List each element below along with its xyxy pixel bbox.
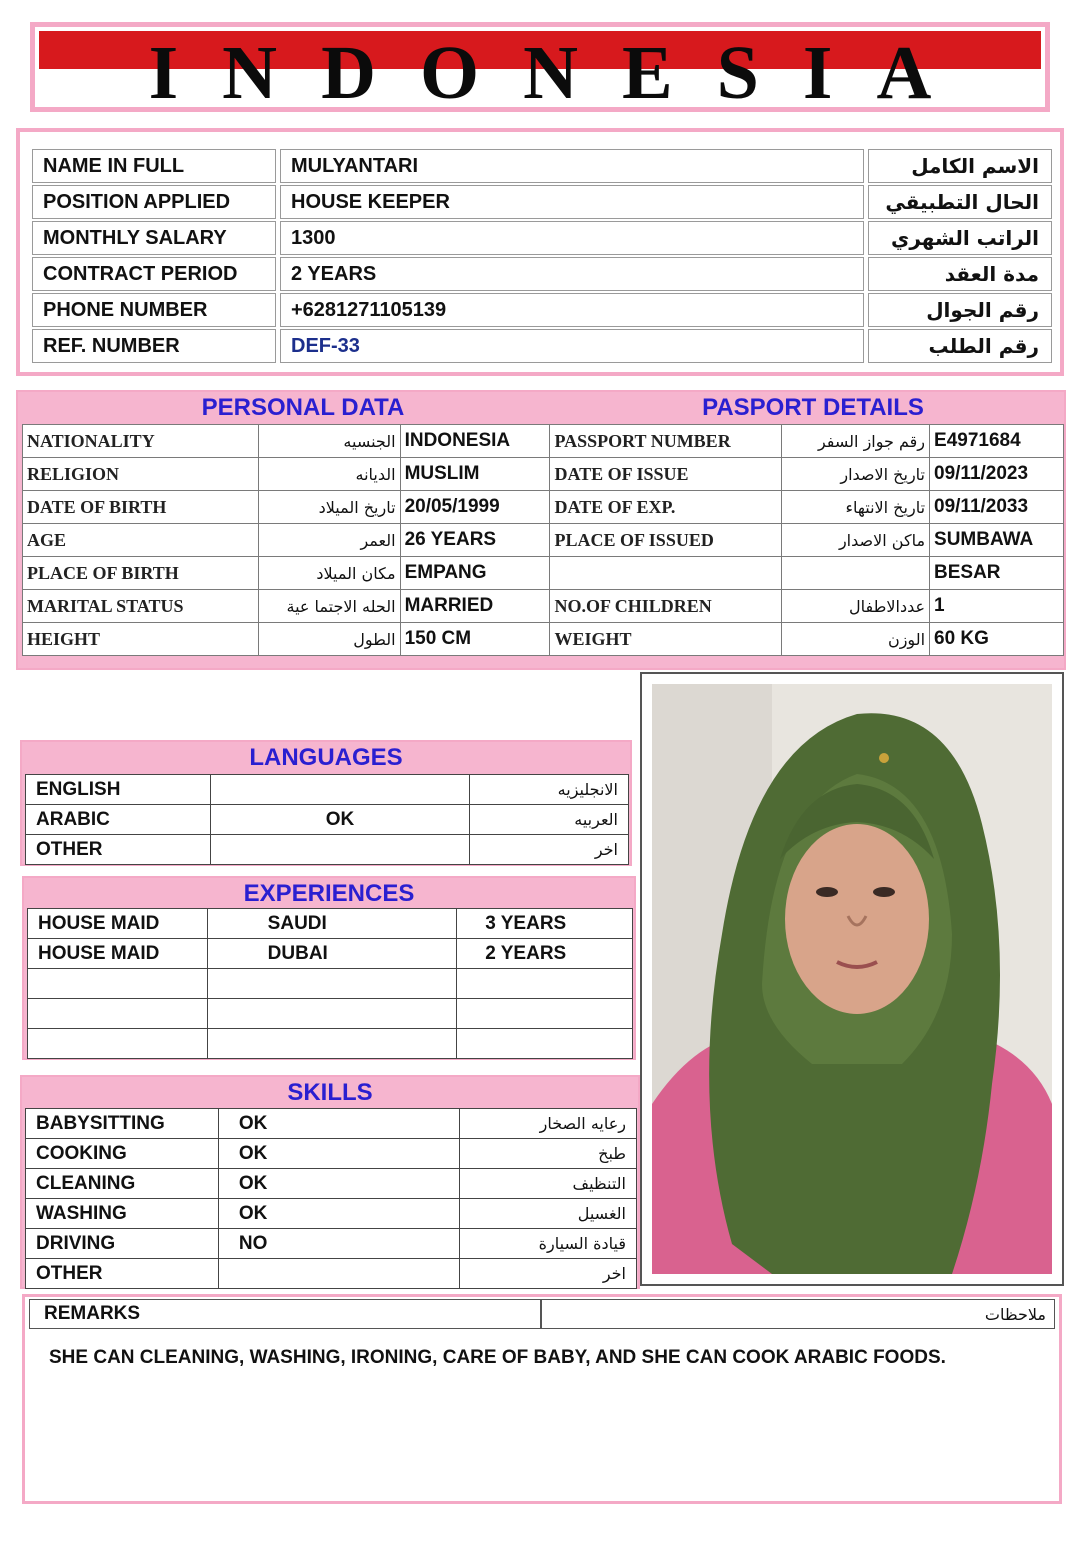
personal-arabic-label: تاريخ الميلاد: [258, 491, 400, 524]
personal-label: HEIGHT: [23, 623, 259, 656]
skill-value: OK: [218, 1169, 459, 1199]
table-row: [26, 1139, 637, 1169]
language-name: ENGLISH: [26, 775, 211, 805]
personal-arabic-label: الديانه: [258, 458, 400, 491]
passport-label: PLACE OF ISSUED: [550, 524, 782, 557]
table-row: [28, 999, 633, 1029]
passport-label: [550, 557, 782, 590]
info-label: REF. NUMBER: [32, 329, 276, 363]
passport-label: NO.OF CHILDREN: [550, 590, 782, 623]
skill-value: OK: [218, 1139, 459, 1169]
info-row: [30, 328, 1054, 364]
table-row: [23, 491, 1064, 524]
table-row: [23, 458, 1064, 491]
table-row: [26, 805, 629, 835]
experiences-table: [27, 908, 633, 1059]
passport-value: SUMBAWA: [930, 524, 1064, 557]
passport-value: 60 KG: [930, 623, 1064, 656]
skills-title: SKILLS: [287, 1079, 373, 1106]
experiences-section: [22, 876, 636, 1060]
table-row: [28, 939, 633, 969]
remarks-section: [22, 1294, 1062, 1504]
remarks-text: SHE CAN CLEANING, WASHING, IRONING, CARE OF BABY, AND SHE CAN COOK ARABIC FOODS.: [49, 1347, 946, 1368]
info-value: 1300: [280, 221, 864, 255]
info-row: [30, 184, 1054, 220]
personal-arabic-label: مكان الميلاد: [258, 557, 400, 590]
passport-label: DATE OF EXP.: [550, 491, 782, 524]
info-label: POSITION APPLIED: [32, 185, 276, 219]
experience-job: HOUSE MAID: [28, 939, 208, 969]
personal-value: 26 YEARS: [400, 524, 550, 557]
info-label: NAME IN FULL: [32, 149, 276, 183]
passport-arabic-label: تاريخ الانتهاء: [782, 491, 930, 524]
passport-label: DATE OF ISSUE: [550, 458, 782, 491]
language-name: ARABIC: [26, 805, 211, 835]
skill-arabic-name: التنظيف: [460, 1169, 637, 1199]
info-arabic-label: الحال التطبيقي: [868, 185, 1052, 219]
table-row: [26, 1109, 637, 1139]
info-value: DEF-33: [280, 329, 864, 363]
info-value: MULYANTARI: [280, 149, 864, 183]
applicant-photo: [652, 684, 1052, 1274]
table-row: [26, 1259, 637, 1289]
table-row: [26, 1229, 637, 1259]
skill-arabic-name: طبخ: [460, 1139, 637, 1169]
language-level: OK: [210, 805, 469, 835]
language-arabic-name: الانجليزيه: [470, 775, 629, 805]
personal-arabic-label: العمر: [258, 524, 400, 557]
country-header: [30, 22, 1050, 115]
personal-value: MUSLIM: [400, 458, 550, 491]
experience-job: [28, 999, 208, 1029]
personal-value: 20/05/1999: [400, 491, 550, 524]
info-label: MONTHLY SALARY: [32, 221, 276, 255]
table-row: [26, 835, 629, 865]
skill-value: NO: [218, 1229, 459, 1259]
applicant-info-table: [16, 128, 1064, 376]
skill-value: OK: [218, 1199, 459, 1229]
passport-arabic-label: عددالاطفال: [782, 590, 930, 623]
experience-job: HOUSE MAID: [28, 909, 208, 939]
passport-details-title: PASPORT DETAILS: [702, 394, 924, 421]
languages-title: LANGUAGES: [249, 744, 403, 771]
info-arabic-label: مدة العقد: [868, 257, 1052, 291]
info-value: HOUSE KEEPER: [280, 185, 864, 219]
experience-country: [207, 1029, 457, 1059]
skill-arabic-name: الغسيل: [460, 1199, 637, 1229]
experience-country: [207, 969, 457, 999]
skill-name: CLEANING: [26, 1169, 219, 1199]
experiences-title: EXPERIENCES: [243, 880, 415, 907]
table-row: [26, 1199, 637, 1229]
language-name: OTHER: [26, 835, 211, 865]
experience-period: 3 YEARS: [457, 909, 633, 939]
remarks-arabic-label: ملاحظات: [541, 1299, 1055, 1329]
table-row: [23, 425, 1064, 458]
personal-value: EMPANG: [400, 557, 550, 590]
passport-label: WEIGHT: [550, 623, 782, 656]
personal-value: 150 CM: [400, 623, 550, 656]
table-row: [26, 775, 629, 805]
personal-label: AGE: [23, 524, 259, 557]
skills-section: [20, 1075, 640, 1289]
info-arabic-label: رقم الطلب: [868, 329, 1052, 363]
applicant-photo-illustration: [652, 684, 1052, 1274]
personal-label: PLACE OF BIRTH: [23, 557, 259, 590]
table-row: [28, 909, 633, 939]
passport-value: BESAR: [930, 557, 1064, 590]
skill-arabic-name: قيادة السيارة: [460, 1229, 637, 1259]
experience-job: [28, 1029, 208, 1059]
languages-table: [25, 774, 629, 865]
info-arabic-label: رقم الجوال: [868, 293, 1052, 327]
skill-name: OTHER: [26, 1259, 219, 1289]
info-label: CONTRACT PERIOD: [32, 257, 276, 291]
personal-label: RELIGION: [23, 458, 259, 491]
info-value: +6281271105139: [280, 293, 864, 327]
skill-name: BABYSITTING: [26, 1109, 219, 1139]
info-row: [30, 148, 1054, 184]
passport-label: PASSPORT NUMBER: [550, 425, 782, 458]
info-label: PHONE NUMBER: [32, 293, 276, 327]
personal-arabic-label: الطول: [258, 623, 400, 656]
experience-country: [207, 999, 457, 1029]
passport-value: 1: [930, 590, 1064, 623]
applicant-photo-frame: [640, 672, 1064, 1286]
personal-label: DATE OF BIRTH: [23, 491, 259, 524]
experience-period: [457, 999, 633, 1029]
passport-value: 09/11/2033: [930, 491, 1064, 524]
language-level: [210, 775, 469, 805]
skill-arabic-name: رعايه الصخار: [460, 1109, 637, 1139]
passport-arabic-label: تاريخ الاصدار: [782, 458, 930, 491]
table-row: [23, 557, 1064, 590]
skill-name: WASHING: [26, 1199, 219, 1229]
personal-value: MARRIED: [400, 590, 550, 623]
personal-passport-table: [22, 424, 1064, 656]
experience-period: [457, 1029, 633, 1059]
personal-label: MARITAL STATUS: [23, 590, 259, 623]
info-row: [30, 256, 1054, 292]
skills-table: [25, 1108, 637, 1289]
passport-value: E4971684: [930, 425, 1064, 458]
passport-arabic-label: رقم جواز السفر: [782, 425, 930, 458]
skill-arabic-name: اخر: [460, 1259, 637, 1289]
info-arabic-label: الاسم الكامل: [868, 149, 1052, 183]
language-arabic-name: العربيه: [470, 805, 629, 835]
remarks-label: REMARKS: [29, 1299, 541, 1329]
language-level: [210, 835, 469, 865]
table-row: [23, 524, 1064, 557]
table-row: [26, 1169, 637, 1199]
personal-arabic-label: الحله الاجتما عية: [258, 590, 400, 623]
experience-country: SAUDI: [207, 909, 457, 939]
passport-arabic-label: [782, 557, 930, 590]
personal-passport-section: [16, 390, 1066, 670]
skill-value: OK: [218, 1109, 459, 1139]
table-row: [23, 623, 1064, 656]
personal-arabic-label: الجنسيه: [258, 425, 400, 458]
table-row: [28, 1029, 633, 1059]
table-row: [23, 590, 1064, 623]
personal-data-title: PERSONAL DATA: [201, 394, 405, 421]
table-row: [28, 969, 633, 999]
experience-period: [457, 969, 633, 999]
passport-arabic-label: ماكن الاصدار: [782, 524, 930, 557]
passport-arabic-label: الوزن: [782, 623, 930, 656]
info-row: [30, 220, 1054, 256]
personal-value: INDONESIA: [400, 425, 550, 458]
country-title: INDONESIA: [148, 31, 976, 115]
info-row: [30, 292, 1054, 328]
skill-name: DRIVING: [26, 1229, 219, 1259]
experience-period: 2 YEARS: [457, 939, 633, 969]
remarks-header: [29, 1299, 1055, 1329]
skill-name: COOKING: [26, 1139, 219, 1169]
skill-value: [218, 1259, 459, 1289]
info-value: 2 YEARS: [280, 257, 864, 291]
language-arabic-name: اخر: [470, 835, 629, 865]
passport-value: 09/11/2023: [930, 458, 1064, 491]
info-arabic-label: الراتب الشهري: [868, 221, 1052, 255]
experience-country: DUBAI: [207, 939, 457, 969]
languages-section: [20, 740, 632, 866]
personal-label: NATIONALITY: [23, 425, 259, 458]
experience-job: [28, 969, 208, 999]
